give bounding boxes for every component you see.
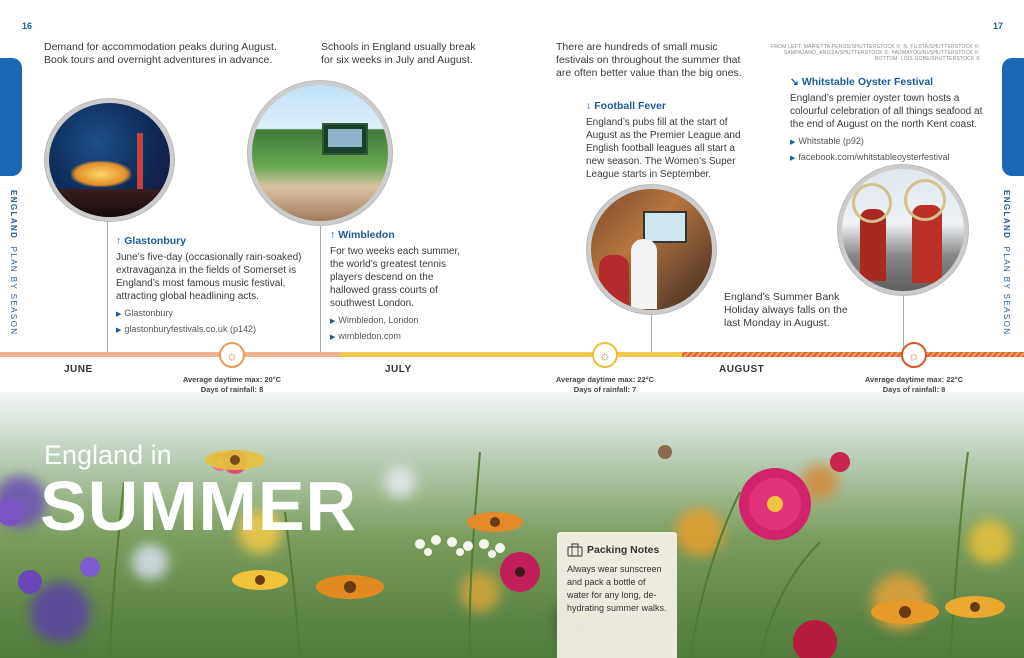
event-description: England’s pubs fill at the start of August as the Premier League and English football leagues all start a new season. The Women’s Super League starts in September. <box>586 117 741 180</box>
month-june: JUNE <box>64 364 93 375</box>
event-description: June’s five-day (occasionally rain-soaked) extravaganza in the fields of Somerset is England’s most famous music festival, attracting global headlining acts. <box>116 252 302 302</box>
glastonbury-stem <box>107 222 108 352</box>
side-label-right: ENGLAND PLAN BY SEASON <box>1002 190 1011 336</box>
whitstable-stem <box>903 296 904 352</box>
intro-music-festivals: There are hundreds of small music festivals on throughout the summer that are often better value than the big ones. <box>556 41 742 80</box>
football-stem <box>651 315 652 352</box>
packing-notes-title: Packing Notes <box>567 543 667 557</box>
event-title: ↘ Whitstable Oyster Festival <box>790 76 934 88</box>
event-link[interactable]: ▶ facebook.com/whitstableoysterfestival <box>790 152 950 162</box>
side-label-left: ENGLAND PLAN BY SEASON <box>9 190 18 336</box>
whitstable-photo <box>837 164 969 296</box>
event-link[interactable]: ▶ glastonburyfestivals.co.uk (p142) <box>116 324 256 334</box>
suitcase-icon <box>567 543 583 557</box>
event-location: ▶ Whitstable (p92) <box>790 136 864 146</box>
event-location: ▶ Glastonbury <box>116 308 173 318</box>
triangle-right-icon: ▶ <box>116 327 122 334</box>
arrow-down-icon: ↓ <box>586 100 592 112</box>
sun-icon: ☼ <box>901 342 927 368</box>
arrow-down-right-icon: ↘ <box>790 76 799 88</box>
intro-bank-holiday: England’s Summer Bank Holiday always falls on the last Monday in August. <box>724 291 848 330</box>
event-link[interactable]: ▶ wimbledon.com <box>330 331 401 341</box>
weather-july: Average daytime max: 22°C Days of rainfall: 7 <box>555 375 655 394</box>
heading-line-1: England in <box>44 440 172 470</box>
month-july: JULY <box>385 364 412 375</box>
event-wimbledon <box>330 229 465 344</box>
event-title: ↓ Football Fever <box>586 100 667 112</box>
arrow-up-icon: ↑ <box>116 235 122 247</box>
event-description: England’s premier oyster town hosts a colourful celebration of all things seafood at the end of August on the north Kent coast. <box>790 93 983 130</box>
sun-icon: ☼ <box>219 342 245 368</box>
chapter-tab-right <box>1002 58 1024 176</box>
glastonbury-photo <box>44 98 175 222</box>
month-august: AUGUST <box>719 364 765 375</box>
packing-notes-text: Always wear sunscreen and pack a bottle of water for any long, de-hydrating summer walks. <box>567 564 667 613</box>
sun-icon: ☼ <box>592 342 618 368</box>
page-number-right: 17 <box>993 21 1004 31</box>
triangle-right-icon: ▶ <box>330 334 336 341</box>
football-fever-photo <box>586 184 717 315</box>
wimbledon-photo <box>247 80 393 226</box>
triangle-right-icon: ▶ <box>116 311 122 318</box>
chapter-tab-left <box>0 58 22 176</box>
event-location: ▶ Wimbledon, London <box>330 315 419 325</box>
arrow-up-icon: ↑ <box>330 229 336 241</box>
packing-notes-box <box>557 532 677 658</box>
event-whitstable <box>790 76 990 165</box>
wimbledon-stem <box>320 226 321 352</box>
intro-accommodation: Demand for accommodation peaks during August. Book tours and overnight adventures in advance. <box>44 41 277 67</box>
event-description: For two weeks each summer, the world’s greatest tennis players descend on the hallowed grass courts of southwest London. <box>330 246 461 309</box>
weather-june: Average daytime max: 20°C Days of rainfall: 8 <box>182 375 282 394</box>
page-number-left: 16 <box>22 21 33 31</box>
season-timeline <box>0 352 1024 357</box>
event-title: ↑ Glastonbury <box>116 235 187 247</box>
triangle-right-icon: ▶ <box>790 155 796 162</box>
event-title: ↑ Wimbledon <box>330 229 395 241</box>
intro-schools: Schools in England usually break for six weeks in July and August. <box>321 41 476 67</box>
event-glastonbury <box>116 235 316 337</box>
triangle-right-icon: ▶ <box>330 318 336 325</box>
heading-summer: SUMMER <box>40 467 358 545</box>
weather-august: Average daytime max: 22°C Days of rainfall: 8 <box>864 375 964 394</box>
photo-credits: FROM LEFT: MARIETTA PEROS/SHUTTERSTOCK ©; N. FUJITA/SHUTTERSTOCK ©; SAMPAJANO_ANIZZA/SHUTTERSTOCK ©; PADMAYOGINI/SHUTTERSTOCK ©; BOTTOM: LOIS GOBE/SHUTTERSTOCK © <box>770 44 980 63</box>
event-football-fever <box>586 100 741 181</box>
triangle-right-icon: ▶ <box>790 139 796 146</box>
